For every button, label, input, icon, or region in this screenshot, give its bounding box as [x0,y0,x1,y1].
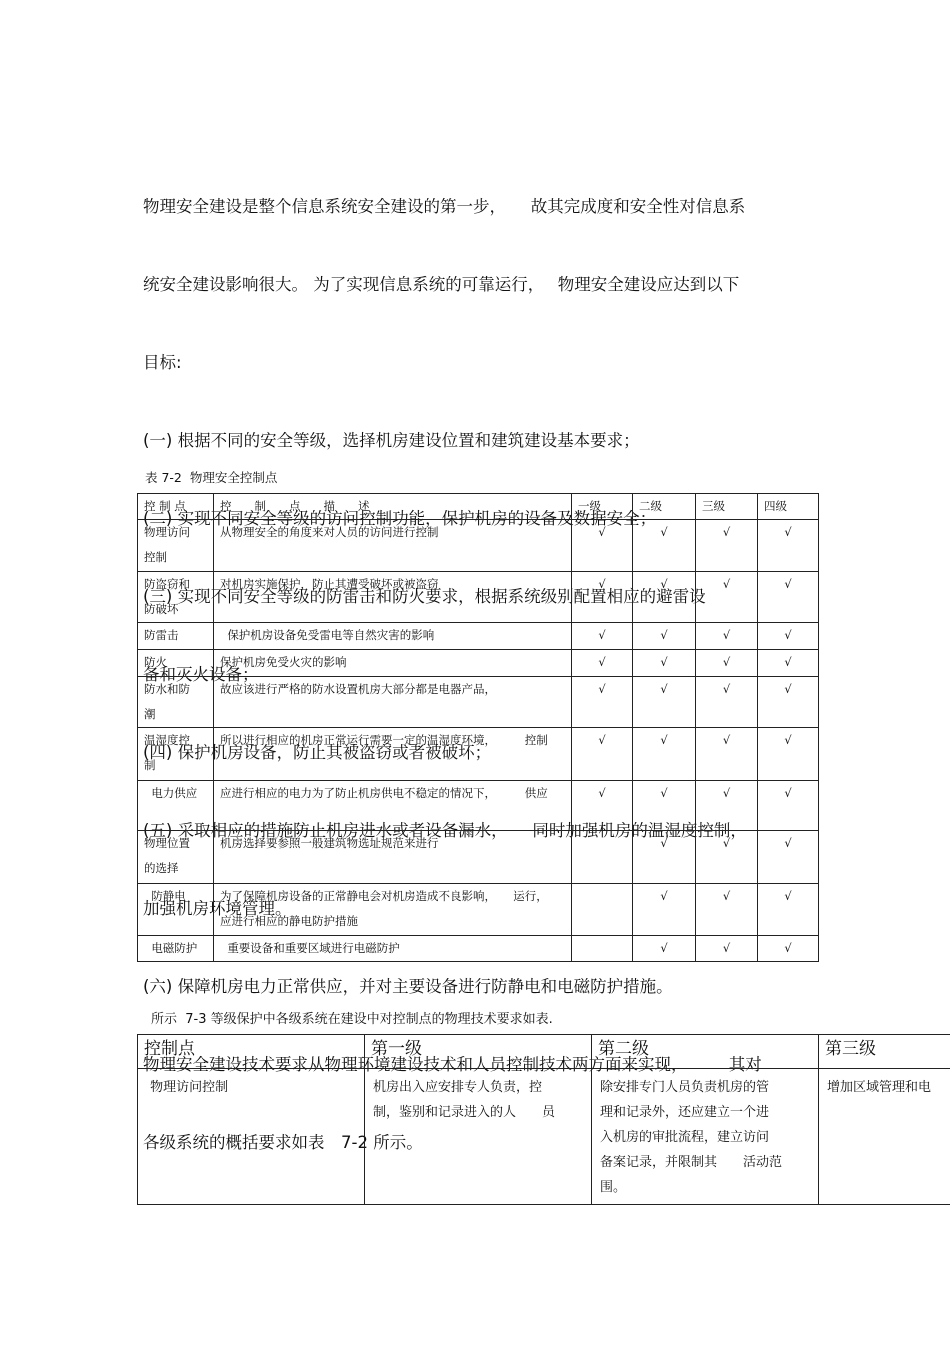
level-check-cell: √ [696,520,758,572]
goal-item: (二) 实现不同安全等级的访问控制功能，保护机房的设备及数据安全； [143,509,657,528]
text-line: 目标: [143,353,182,372]
header-cell: 控 制 点 描 述 [214,494,572,520]
description-cell: 机房选择要参照一般建筑物选址规范来进行 [214,831,572,884]
header-cell: 一级 [572,494,633,520]
text-line: 物理安全建设是整个信息系统安全建设的第一步， 故其完成度和安全性对信息系 [143,197,746,216]
text-line: 各级系统的概括要求如表 7-2 所示。 [143,1133,423,1152]
table-row [138,650,819,677]
level-requirements-table [137,1034,950,1205]
goal-item: (一) 根据不同的安全等级，选择机房建设位置和建筑建设基本要求； [143,431,640,450]
level-2-requirement-cell: 除安排专门人员负责机房的管 理和记录外，还应建立一个进 入机房的审批流程，建立访问 备案记录，并限制其 活动范 围。 [592,1069,819,1205]
control-point-cell: 防静电 [138,884,214,936]
level-check-cell: √ [572,520,633,572]
level-check-cell: √ [696,677,758,728]
goal-item: (三) 实现不同安全等级的防雷击和防火要求，根据系统级别配置相应的避雷设 [143,587,706,606]
goal-item: (四) 保护机房设备，防止其被盗窃或者被破坏； [143,743,492,762]
level-check-cell: √ [696,650,758,677]
description-cell: 故应该进行严格的防水设置机房大部分都是电器产品， [214,677,572,728]
control-point-cell: 物理访问 控制 [138,520,214,572]
table-row [138,936,819,962]
level-check-cell: √ [572,728,633,781]
level-check-cell: √ [758,677,819,728]
table-header-row [138,494,819,520]
level-check-cell: √ [572,572,633,623]
control-point-cell: 电磁防护 [138,936,214,962]
level-check-cell: √ [696,781,758,831]
level-check-cell: √ [696,936,758,962]
level-check-cell: √ [758,781,819,831]
table-header-row [138,1035,950,1069]
level-check-cell: √ [696,572,758,623]
header-cell: 三级 [696,494,758,520]
level-check-cell: √ [633,728,696,781]
level-check-cell: √ [758,728,819,781]
text-line: 物理安全建设技术要求从物理环境建设技术和人员控制技术两方面来实现， 其对 [143,1055,762,1074]
level-check-cell [572,831,633,884]
level-check-cell: √ [633,650,696,677]
description-cell: 从物理安全的角度来对人员的访问进行控制 [214,520,572,572]
control-point-cell: 电力供应 [138,781,214,831]
text-line: 统安全建设影响很大。 为了实现信息系统的可靠运行， 物理安全建设应达到以下 [143,275,740,294]
goal-item: (五) 采取相应的措施防止机房进水或者设备漏水， 同时加强机房的温湿度控制， [143,821,747,840]
level-check-cell: √ [633,884,696,936]
table-row [138,572,819,623]
description-cell: 为了保障机房设备的正常静电会对机房造成不良影响， 运行， 应进行相应的静电防护措施 [214,884,572,936]
header-cell: 第二级 [592,1035,819,1069]
table-row [138,1069,950,1205]
header-cell: 第三级 [819,1035,950,1069]
table-row [138,781,819,831]
table-row [138,831,819,884]
level-check-cell: √ [633,623,696,650]
table-7-2-caption: 表 7-2 物理安全控制点 [145,470,278,485]
level-check-cell: √ [572,781,633,831]
level-check-cell: √ [633,520,696,572]
table-row [138,677,819,728]
control-point-cell: 防水和防 潮 [138,677,214,728]
header-cell: 控制点 [138,1035,365,1069]
level-check-cell: √ [696,884,758,936]
level-check-cell [572,936,633,962]
level-check-cell: √ [633,936,696,962]
level-1-requirement-cell: 机房出入应安排专人负责，控 制，鉴别和记录进入的人 员 [365,1069,592,1205]
level-check-cell: √ [758,520,819,572]
level-check-cell: √ [572,623,633,650]
goal-item-continued: 加强机房环境管理。 [143,899,292,918]
table-row [138,728,819,781]
level-check-cell: √ [633,677,696,728]
goal-item-continued: 备和灭火设备； [143,665,259,684]
table-7-3-caption: 所示 7-3 等级保护中各级系统在建设中对控制点的物理技术要求如表. [151,1012,553,1027]
control-point-cell: 防盗窃和 防破坏 [138,572,214,623]
control-point-cell: 物理访问控制 [138,1069,365,1205]
header-cell: 控 制 点 [138,494,214,520]
header-cell: 二级 [633,494,696,520]
level-check-cell: √ [572,677,633,728]
control-point-cell: 物理位置 的选择 [138,831,214,884]
level-check-cell: √ [758,572,819,623]
level-3-requirement-cell: 增加区域管理和电 [819,1069,950,1205]
level-check-cell: √ [758,831,819,884]
control-point-cell: 温湿度控 制 [138,728,214,781]
control-point-cell: 防火 [138,650,214,677]
header-cell: 四级 [758,494,819,520]
header-cell: 第一级 [365,1035,592,1069]
description-cell: 保护机房免受火灾的影响 [214,650,572,677]
table-row [138,884,819,936]
level-check-cell: √ [633,781,696,831]
level-check-cell: √ [696,831,758,884]
level-check-cell: √ [696,728,758,781]
goal-item: (六) 保障机房电力正常供应，并对主要设备进行防静电和电磁防护措施。 [143,977,673,996]
level-check-cell [572,884,633,936]
level-check-cell: √ [758,650,819,677]
physical-security-control-table [137,493,819,962]
level-check-cell: √ [758,936,819,962]
level-check-cell: √ [572,650,633,677]
control-point-cell: 防雷击 [138,623,214,650]
description-cell: 所以进行相应的机房正常运行需要一定的温湿度环境， 控制 [214,728,572,781]
table-row [138,520,819,572]
level-check-cell: √ [633,572,696,623]
level-check-cell: √ [758,884,819,936]
table-row [138,623,819,650]
level-check-cell: √ [696,623,758,650]
description-cell: 对机房实施保护，防止其遭受破坏或被盗窃 [214,572,572,623]
level-check-cell: √ [758,623,819,650]
description-cell: 保护机房设备免受雷电等自然灾害的影响 [214,623,572,650]
level-check-cell: √ [633,831,696,884]
description-cell: 应进行相应的电力为了防止机房供电不稳定的情况下， 供应 [214,781,572,831]
description-cell: 重要设备和重要区域进行电磁防护 [214,936,572,962]
